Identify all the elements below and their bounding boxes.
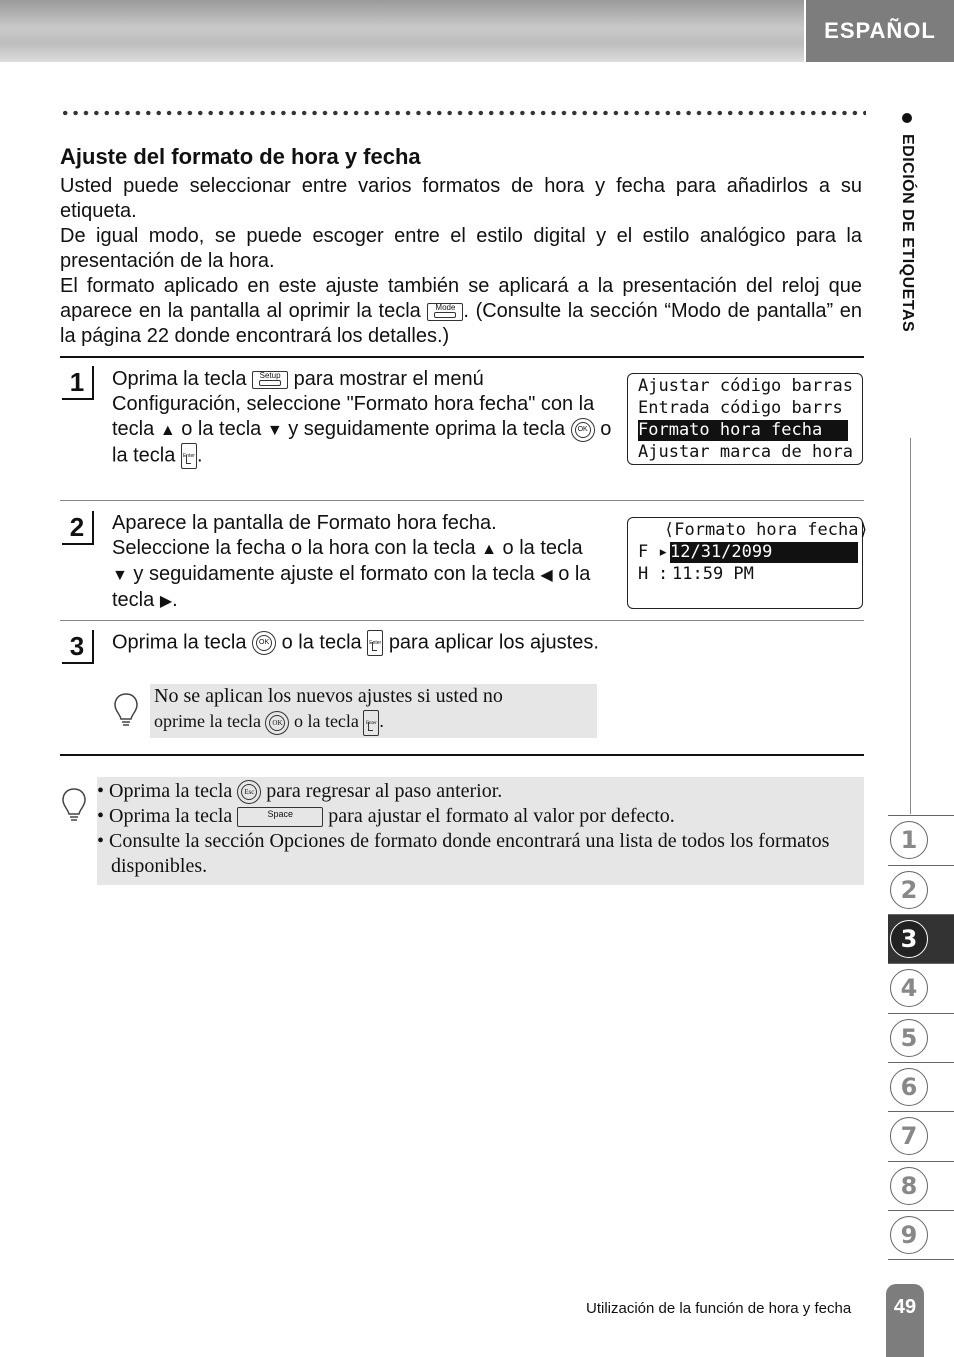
- step-2-text-e: .: [172, 589, 178, 611]
- tips-box: [97, 777, 864, 885]
- step-1-text-d: y seguidamente oprima la tecla: [288, 418, 566, 440]
- setup-key-icon: Setup: [252, 371, 288, 389]
- chapter-tab-5[interactable]: [888, 1013, 954, 1062]
- lcd-date-label: F: [638, 542, 649, 562]
- ok-key-label: OK: [256, 635, 272, 651]
- divider: [60, 754, 864, 756]
- right-arrow-icon: ▶: [159, 593, 173, 610]
- sidebar-section-label: EDICIÓN DE ETIQUETAS: [899, 134, 916, 333]
- divider: [60, 356, 864, 358]
- step-1-text-a: Oprima la tecla: [112, 368, 247, 390]
- note-text-a: oprime la tecla: [154, 711, 261, 731]
- ok-key-label: OK: [269, 715, 285, 731]
- sidebar-bullet-icon: [902, 113, 912, 123]
- intro-paragraph-3: [60, 274, 862, 349]
- step-1-text-c: o la tecla: [181, 418, 262, 440]
- chapter-tab-8[interactable]: [888, 1161, 954, 1210]
- chapter-tab-4[interactable]: [888, 963, 954, 1012]
- lcd-date-value: 12/31/2099: [670, 542, 858, 563]
- footer-caption: Utilización de la función de hora y fecha: [586, 1300, 852, 1317]
- mode-key-icon: Mode: [427, 303, 463, 321]
- lcd-screen-menu: [627, 373, 863, 465]
- enter-key-icon: Enter: [367, 630, 383, 656]
- tip-bullet-1: [97, 779, 502, 804]
- tip-1-text-a: Oprima la tecla: [109, 780, 233, 802]
- tip-bullet-3: [97, 829, 871, 879]
- lcd-screen-format: [627, 517, 869, 609]
- down-arrow-icon: ▼: [266, 422, 283, 439]
- ok-key-icon: [571, 418, 595, 442]
- note-text-b: o la tecla: [293, 711, 359, 731]
- tip-2-text-b: para ajustar el formato al valor por defecto.: [328, 805, 675, 827]
- header-bar: [0, 0, 804, 62]
- section-title: Ajuste del formato de hora y fecha: [60, 144, 421, 169]
- chapter-number: 1: [890, 821, 928, 859]
- chapter-number: 3: [890, 920, 928, 958]
- step-1-text-f: .: [196, 444, 203, 467]
- chapter-number: 8: [890, 1167, 928, 1205]
- esc-key-label: Esc: [241, 784, 257, 800]
- step-3-text-b: o la tecla: [281, 631, 362, 654]
- step-1-text-e: o la tecla: [112, 418, 612, 467]
- tip-1-text-b: para regresar al paso anterior.: [266, 780, 503, 802]
- lcd-time-value: 11:59 PM: [672, 564, 754, 584]
- lightbulb-icon: [113, 692, 139, 730]
- bullet-icon: •: [97, 780, 105, 802]
- step-3-text: [112, 630, 812, 656]
- lcd-pointer: ▸: [658, 542, 669, 562]
- note-text-c: .: [379, 711, 384, 731]
- bullet-icon: •: [97, 830, 105, 852]
- step-number-2: 2: [62, 511, 94, 545]
- step-number-3: 3: [62, 630, 94, 664]
- lightbulb-icon: [61, 787, 87, 825]
- chapter-number: 7: [890, 1117, 928, 1155]
- step-1-text: [112, 367, 612, 469]
- lcd-time-label: H: [638, 564, 649, 584]
- page-number: 49: [886, 1284, 924, 1357]
- chapter-tab-1[interactable]: [888, 815, 954, 864]
- chapter-tab-7[interactable]: [888, 1111, 954, 1160]
- tip-2-text-a: Oprima la tecla: [109, 805, 233, 827]
- step-number-1: 1: [62, 366, 94, 400]
- step-2-text: [112, 511, 598, 614]
- step-2-text-a: Aparece la pantalla de Formato hora fecha. Seleccione la fecha o la hora con la tecla: [112, 512, 497, 559]
- step-3-text-a: Oprima la tecla: [112, 631, 247, 654]
- lcd-menu-item-selected: Formato hora fecha: [638, 420, 848, 441]
- enter-key-icon: Enter: [181, 443, 197, 469]
- chapter-number: 6: [890, 1068, 928, 1106]
- step-2-text-d: o la tecla: [112, 563, 591, 611]
- dotted-divider: [60, 108, 866, 118]
- up-arrow-icon: ▲: [481, 541, 497, 558]
- down-arrow-icon: ▼: [112, 567, 128, 584]
- step-2-text-c: y seguidamente ajuste el formato con la tecla: [133, 563, 535, 585]
- step-1-text-b: para mostrar el menú Configuración, seleccione "Formato hora fecha" con la tecla: [112, 368, 595, 440]
- intro-paragraph-2: De igual modo, se puede escoger entre el estilo digital y el estilo analógico para la presentación de la hora.: [60, 225, 862, 272]
- chapter-tab-3[interactable]: [888, 914, 954, 963]
- intro-paragraph-3b: . (Consulte la sección “Modo de pantalla” en la página 22 donde encontrará los detalles.): [60, 300, 863, 347]
- lcd-screen-title: ⟨Formato hora fecha⟩: [664, 520, 869, 540]
- language-tab: ESPAÑOL: [806, 0, 954, 62]
- up-arrow-icon: ▲: [159, 422, 176, 439]
- tip-3-text: Consulte la sección Opciones de formato donde encontrará una lista de todos los formatos disponibles.: [109, 830, 830, 877]
- lcd-menu-item: Ajustar marca de hora: [638, 442, 853, 462]
- lcd-colon: :: [658, 564, 669, 584]
- intro-text: [60, 174, 862, 349]
- intro-paragraph-3a: El formato aplicado en este ajuste también se aplicará a la presentación del reloj que aparece en la pantalla al oprimir la tecla: [60, 275, 862, 322]
- chapter-number: 9: [890, 1216, 928, 1254]
- lcd-menu-item: Ajustar código barras: [638, 376, 853, 396]
- step-2-text-b: o la tecla: [502, 537, 583, 559]
- chapter-tab-6[interactable]: [888, 1062, 954, 1111]
- note-line-2: [154, 709, 593, 736]
- step-3-note: [150, 684, 597, 738]
- divider: [60, 500, 864, 501]
- chapter-number: 2: [890, 871, 928, 909]
- esc-key-icon: [237, 780, 261, 804]
- intro-paragraph-1: Usted puede seleccionar entre varios formatos de hora y fecha para añadirlos a su etiqueta.: [60, 175, 862, 222]
- divider: [60, 620, 864, 621]
- ok-key-icon: [252, 631, 276, 655]
- left-arrow-icon: ◀: [540, 567, 553, 584]
- tip-bullet-2: [97, 804, 675, 829]
- chapter-number: 4: [890, 969, 928, 1007]
- enter-key-icon: Enter: [363, 710, 379, 736]
- ok-key-icon: [265, 711, 289, 735]
- space-key-icon: Space: [237, 807, 323, 827]
- ok-key-label: OK: [575, 422, 591, 438]
- chapter-tab-9[interactable]: [888, 1210, 954, 1260]
- bullet-icon: •: [97, 805, 105, 827]
- step-3-text-c: para aplicar los ajustes.: [388, 631, 599, 654]
- chapter-number: 5: [890, 1019, 928, 1057]
- lcd-menu-item: Entrada código barrs: [638, 398, 843, 418]
- note-line-1: No se aplican los nuevos ajustes si usted no: [154, 685, 503, 707]
- chapter-tab-2[interactable]: [888, 865, 954, 914]
- sidebar-line: [910, 438, 911, 814]
